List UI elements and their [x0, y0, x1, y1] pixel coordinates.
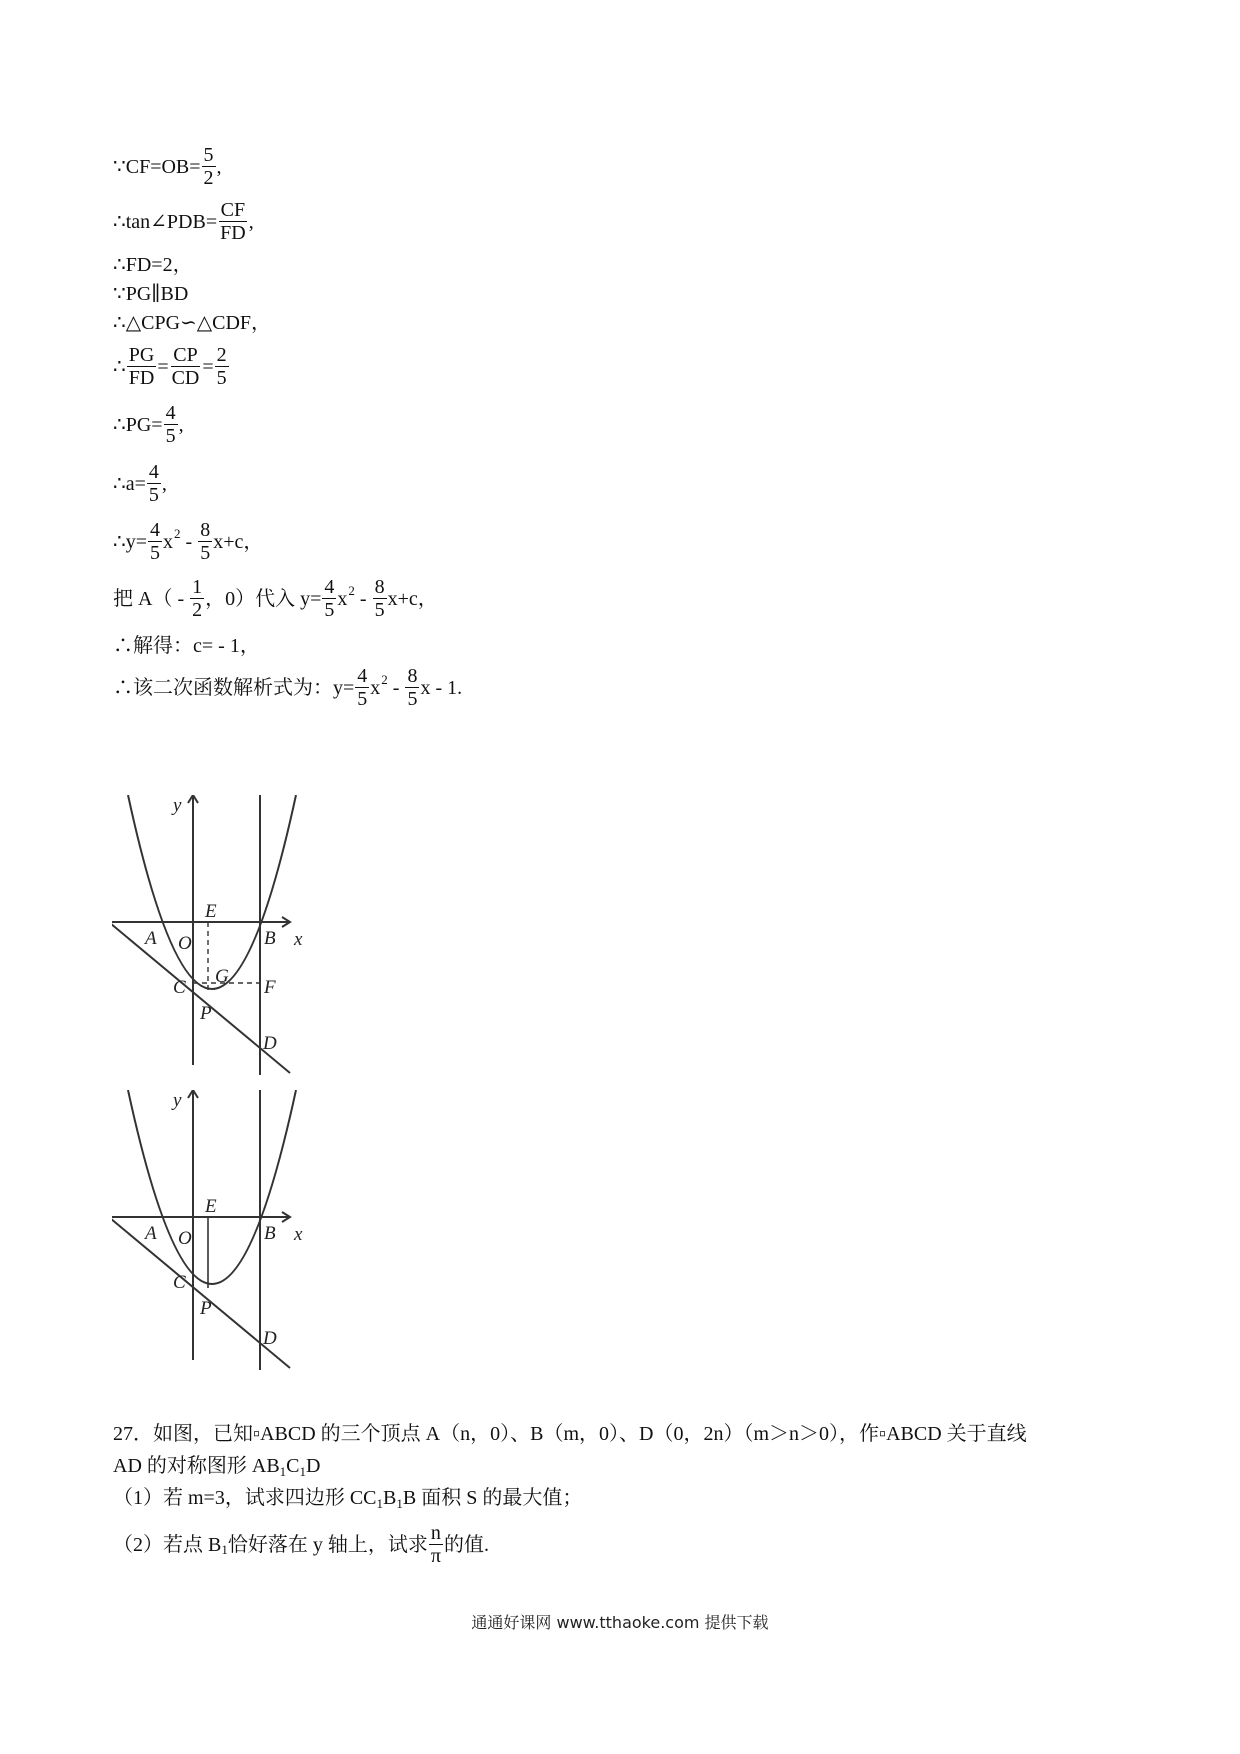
fraction: $\frac{n}{\pi}$	[430, 1522, 441, 1567]
label-d: D	[263, 1033, 277, 1054]
fraction: $\frac{4}{5}$	[150, 519, 161, 564]
parabola-figure-1	[112, 795, 312, 1085]
fraction: $\frac{CP}{CD}$	[171, 344, 200, 389]
problem-27-statement-cont: AD 的对称图形 AB 1 C 1 D	[113, 1455, 321, 1479]
label-e: E	[205, 901, 217, 922]
fraction: $\frac{5}{2}$	[203, 144, 214, 189]
label-a: A	[145, 1223, 157, 1244]
label-y: y	[173, 795, 182, 816]
parabola-figure-2	[112, 1090, 312, 1380]
label-a: A	[145, 928, 157, 949]
step-solve-c: ∴解得：c= - 1，	[113, 635, 260, 657]
step-ratio: ∴ $\frac{PG}{FD}$ = $\frac{CP}{CD}$ = $\frac{2}{5}$	[113, 344, 227, 389]
label-x: x	[294, 929, 303, 950]
step-parallel: ∵PG∥BD	[113, 283, 189, 305]
fraction: $\frac{1}{2}$	[192, 576, 203, 621]
step-tan: ∴tan∠PDB= $\frac{CF}{FD}$ ,	[113, 199, 254, 244]
step-final-expression: ∴该二次函数解析式为：y= $\frac{4}{5}$ x 2 - $\frac{8}{5}$ x - 1.	[113, 665, 463, 710]
label-c: C	[173, 977, 186, 998]
fraction: $\frac{4}{5}$	[324, 576, 335, 621]
step-cf-ob: ∵CF=OB= $\frac{5}{2}$ ,	[113, 144, 222, 189]
label-d: D	[263, 1328, 277, 1349]
fraction: $\frac{2}{5}$	[216, 344, 227, 389]
label-g: G	[215, 966, 229, 987]
fraction: $\frac{8}{5}$	[407, 665, 418, 710]
problem-27-question-2: （2）若点 B 1 恰好落在 y 轴上，试求 $\frac{n}{\pi}$ 的值.	[113, 1522, 489, 1567]
fraction: $\frac{4}{5}$	[357, 665, 368, 710]
step-pg: ∴PG= $\frac{4}{5}$ ,	[113, 402, 184, 447]
fraction: $\frac{4}{5}$	[165, 402, 176, 447]
label-y: y	[173, 1090, 182, 1111]
fraction: $\frac{4}{5}$	[148, 461, 159, 506]
fraction: $\frac{8}{5}$	[374, 576, 385, 621]
problem-27-question-1: （1）若 m=3，试求四边形 CC 1 B 1 B 面积 S 的最大值；	[113, 1487, 583, 1511]
step-a: ∴a= $\frac{4}{5}$ ,	[113, 461, 167, 506]
footer-credit: 通通好课网 www.tthaoke.com 提供下载	[471, 1613, 769, 1632]
label-c: C	[173, 1272, 186, 1293]
fraction: $\frac{PG}{FD}$	[128, 344, 155, 389]
label-b: B	[264, 928, 276, 949]
fraction: $\frac{CF}{FD}$	[220, 199, 246, 244]
label-p: P	[200, 1003, 212, 1024]
label-e: E	[205, 1196, 217, 1217]
problem-27-statement: 27．如图，已知▫ABCD 的三个顶点 A（n，0）、B（m，0）、D（0，2n）（m＞n＞0），作▫ABCD 关于直线	[113, 1423, 1027, 1445]
label-o: O	[178, 933, 192, 954]
label-f: F	[264, 977, 276, 998]
label-x: x	[294, 1224, 303, 1245]
step-fd: ∴FD=2，	[113, 254, 193, 276]
label-o: O	[178, 1228, 192, 1249]
step-substitute: 把 A（ - $\frac{1}{2}$ ，0）代入 y= $\frac{4}{5}$ x 2 - $\frac{8}{5}$ x+c，	[113, 576, 438, 621]
step-y-general: ∴y= $\frac{4}{5}$ x 2 - $\frac{8}{5}$ x+c，	[113, 519, 264, 564]
step-similar: ∴△CPG∽△CDF，	[113, 312, 272, 334]
label-p: P	[200, 1298, 212, 1319]
label-b: B	[264, 1223, 276, 1244]
fraction: $\frac{8}{5}$	[200, 519, 211, 564]
